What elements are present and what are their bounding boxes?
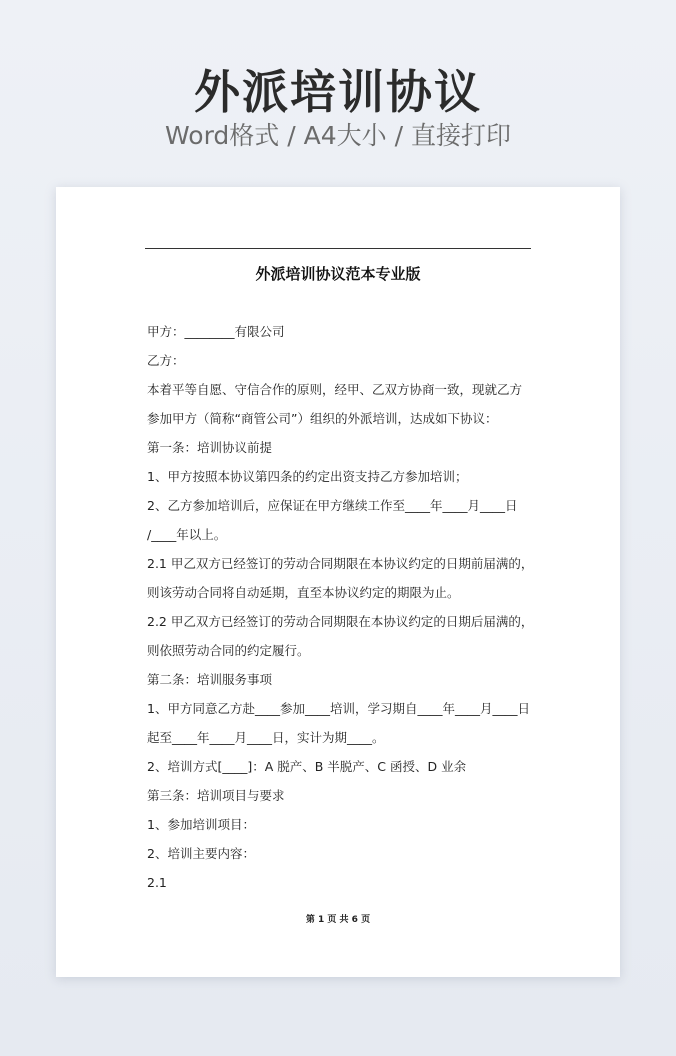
body-line: 2.1 xyxy=(147,875,167,890)
body-line: 起至____年____月____日，实计为期____。 xyxy=(147,730,385,745)
body-line: 第三条：培训项目与要求 xyxy=(147,788,285,803)
body-line: 2、培训主要内容： xyxy=(147,846,255,861)
body-line: 第一条：培训协议前提 xyxy=(147,440,273,455)
body-line: 则该劳动合同将自动延期，直至本协议约定的期限为止。 xyxy=(147,585,460,600)
body-line: 本着平等自愿、守信合作的原则，经甲、乙双方协商一致，现就乙方 xyxy=(147,382,523,397)
document-title: 外派培训协议范本专业版 xyxy=(255,265,421,283)
body-line: /____年以上。 xyxy=(147,527,227,542)
page-number-footer: 第 1 页 共 6 页 xyxy=(305,915,371,925)
body-line: 1、甲方同意乙方赴____参加____培训，学习期自____年____月____日 xyxy=(147,701,530,716)
banner-subtitle: Word格式 / A4大小 / 直接打印 xyxy=(165,121,511,150)
body-line: 甲方：________有限公司 xyxy=(147,324,285,339)
body-line: 则依照劳动合同的约定履行。 xyxy=(147,643,310,658)
header-rule xyxy=(145,248,531,249)
body-line: 2.2 甲乙双方已经签订的劳动合同期限在本协议约定的日期后届满的， xyxy=(147,614,534,629)
body-line: 第二条：培训服务事项 xyxy=(147,672,273,687)
body-line: 1、参加培训项目： xyxy=(147,817,255,832)
body-line: 参加甲方（简称“商管公司”）组织的外派培训，达成如下协议： xyxy=(147,411,498,426)
body-line: 2、培训方式[____]：A 脱产、B 半脱产、C 函授、D 业余 xyxy=(147,759,467,774)
body-line: 2.1 甲乙双方已经签订的劳动合同期限在本协议约定的日期前届满的， xyxy=(147,556,534,571)
body-line: 2、乙方参加培训后，应保证在甲方继续工作至____年____月____日 xyxy=(147,498,518,513)
body-line: 1、甲方按照本协议第四条的约定出资支持乙方参加培训； xyxy=(147,469,468,484)
banner-title: 外派培训协议 xyxy=(194,65,482,119)
document-page xyxy=(56,187,620,977)
body-line: 乙方： xyxy=(147,353,185,368)
